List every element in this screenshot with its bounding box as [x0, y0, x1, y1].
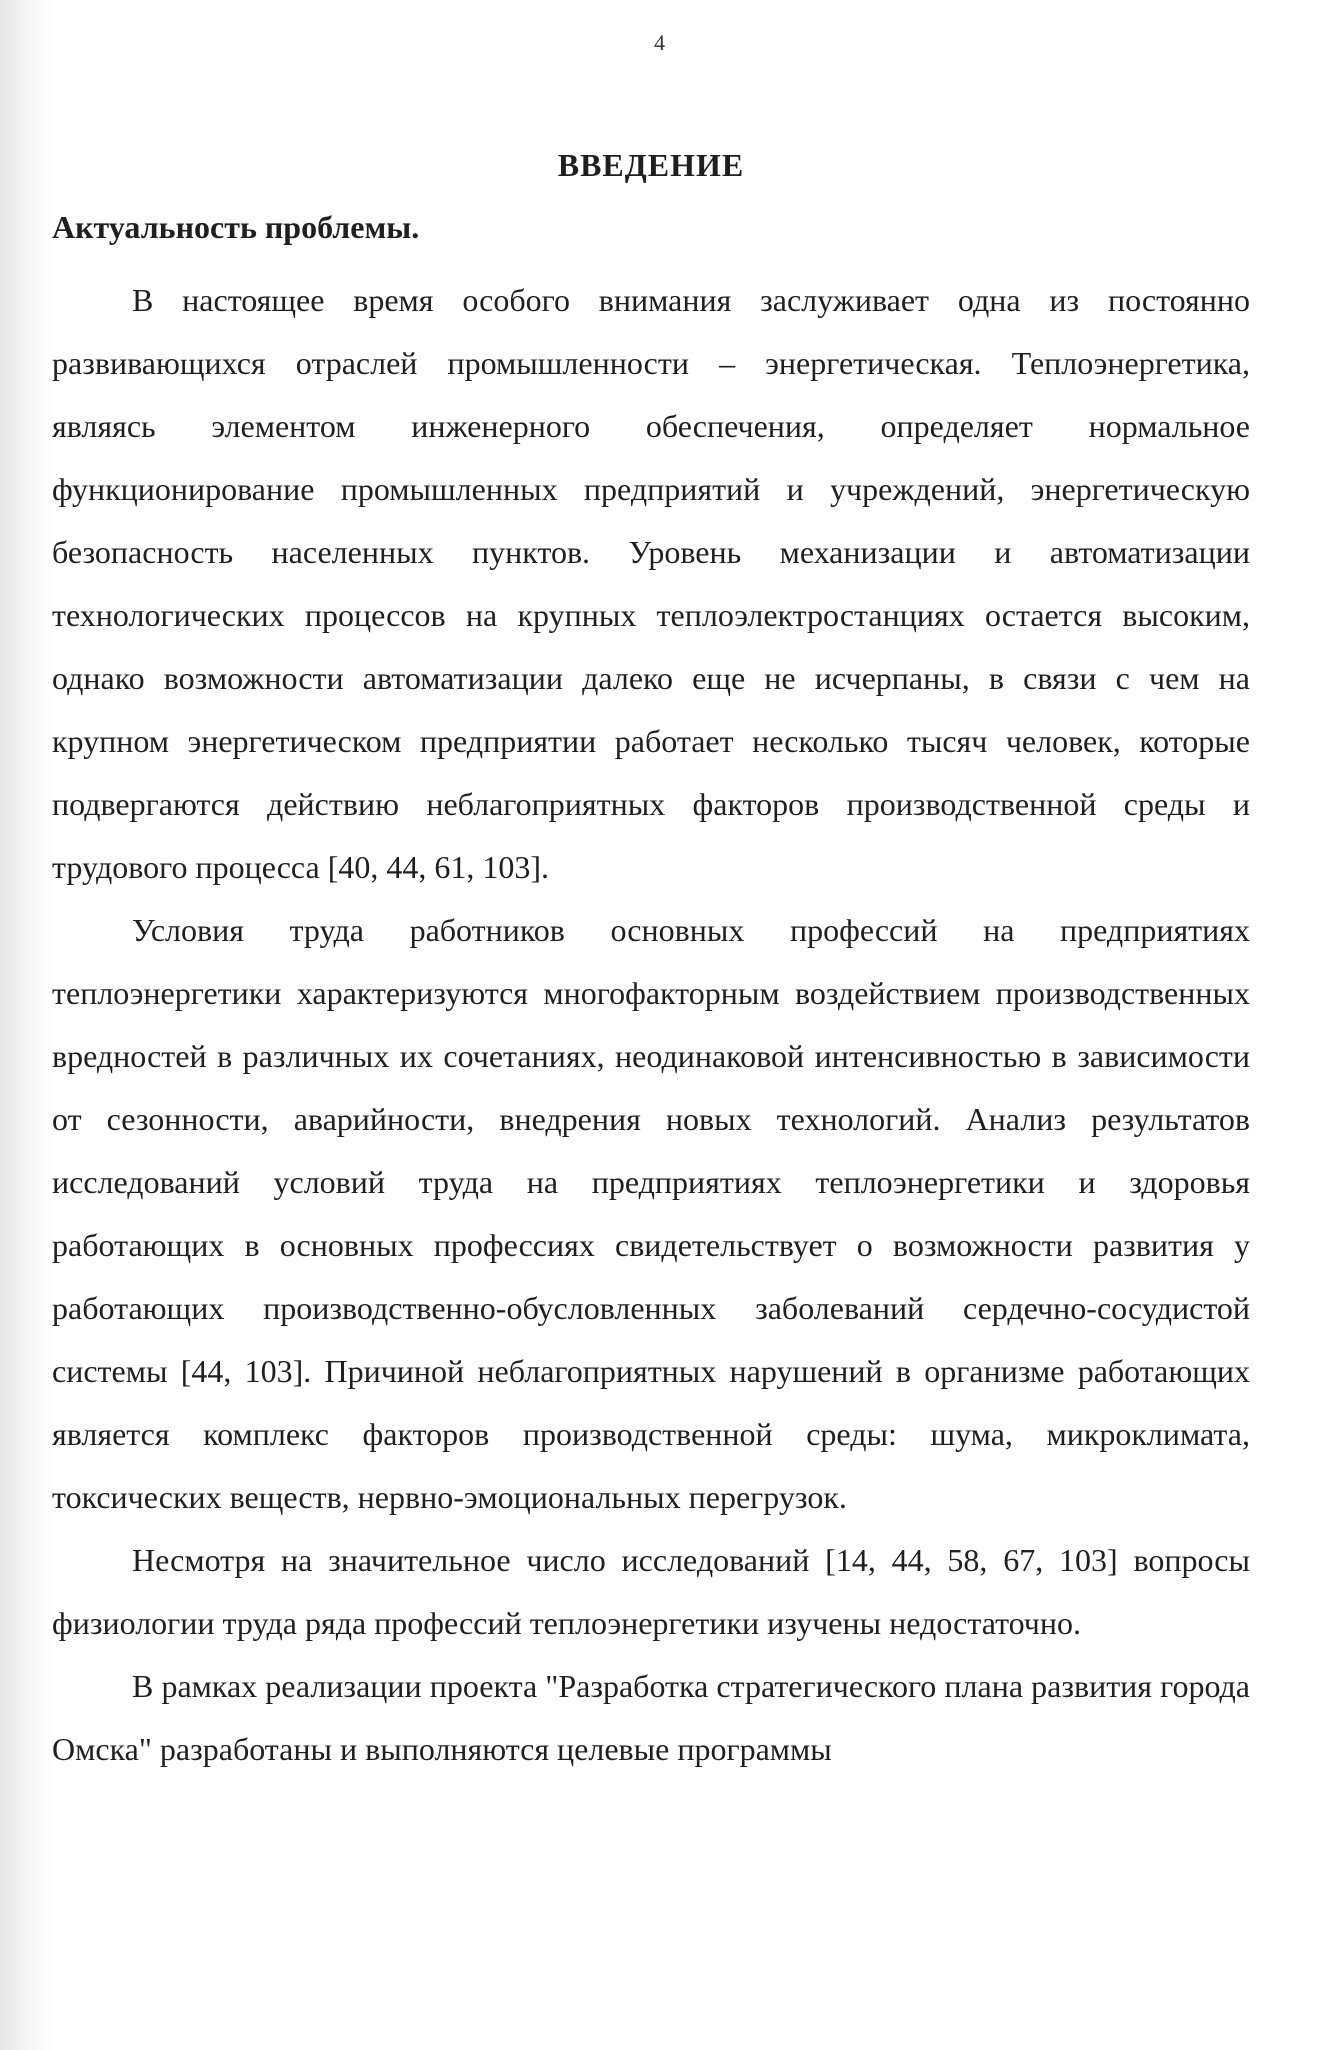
- page-number: 4: [654, 30, 665, 55]
- paragraph-3: Несмотря на значительное число исследований [14, 44, 58, 67, 103] вопросы физиологии труда ряда профессий теплоэнергетики изучены недостаточно.: [52, 1542, 1250, 1641]
- document-body: [52, 145, 1250, 1781]
- scan-shadow: [0, 0, 60, 2050]
- paragraph-2: Условия труда работников основных профессий на предприятиях теплоэнергетики характеризуются многофакторным воздействием производственных вредностей в различных их сочетаниях, неодинаковой интенсивностью в зависимости от сезонности, аварийности, внедрения новых технологий. Анализ результатов исследований условий труда на предприятиях теплоэнергетики и здоровья работающих в основных профессиях свидетельствует о возможности развития у работающих производственно-обусловленных заболеваний сердечно-сосудистой системы [44, 103]. Причиной неблагоприятных нарушений в организме работающих является комплекс факторов производственной среды: шума, микроклимата, токсических веществ, нервно-эмоциональных перегрузок.: [52, 912, 1250, 1515]
- paragraph-1: В настоящее время особого внимания заслуживает одна из постоянно развивающихся отраслей промышленности – энергетическая. Теплоэнергетика, являясь элементом инженерного обеспечения, определяет нормальное функционирование промышленных предприятий и учреждений, энергетическую безопасность населенных пунктов. Уровень механизации и автоматизации технологических процессов на крупных теплоэлектростанциях остается высоким, однако возможности автоматизации далеко еще не исчерпаны, в связи с чем на крупном энергетическом предприятии работает несколько тысяч человек, которые подвергаются действию неблагоприятных факторов производственной среды и трудового процесса [40, 44, 61, 103].: [52, 282, 1250, 885]
- paragraph-4: В рамках реализации проекта "Разработка стратегического плана развития города Омска" разработаны и выполняются целевые программы: [52, 1668, 1250, 1767]
- section-heading: Актуальность проблемы.: [52, 209, 420, 245]
- chapter-heading: ВВЕДЕНИЕ: [557, 147, 745, 183]
